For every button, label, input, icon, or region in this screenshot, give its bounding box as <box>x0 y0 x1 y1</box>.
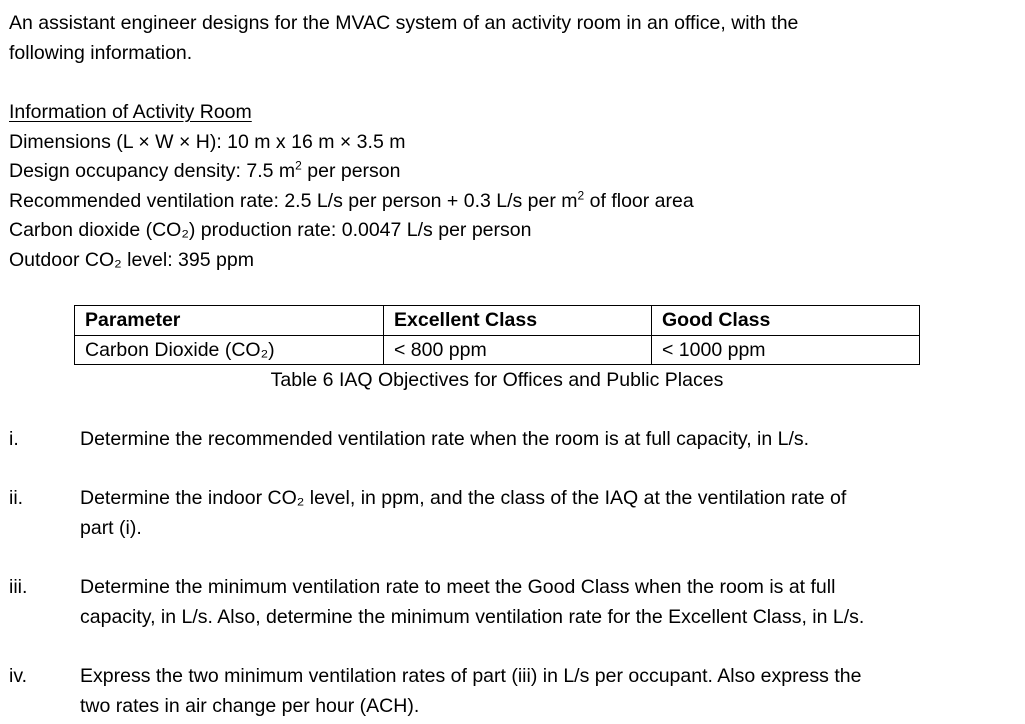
cell-good: < 1000 ppm <box>652 336 920 365</box>
question-text: Express the two minimum ventilation rates of part (iii) in L/s per occupant. Also express the two rates in air change per hour (ACH). <box>80 665 862 717</box>
header-excellent-class: Excellent Class <box>384 306 652 336</box>
table-header-row <box>75 306 920 336</box>
question-number: ii. <box>9 487 24 509</box>
info-occupancy: Design occupancy density: 7.5 $m^2$ per person <box>9 158 401 182</box>
question-number: i. <box>9 428 19 450</box>
iaq-objectives-table <box>74 305 920 365</box>
question-number: iii. <box>9 576 28 598</box>
table-caption: Table 6 IAQ Objectives for Offices and Public Places <box>270 369 724 391</box>
question-number: iv. <box>9 665 28 687</box>
intro-line-1: An assistant engineer designs for the MVAC system of an activity room in an office, with the <box>9 12 799 34</box>
intro-line-2: following information. <box>9 41 193 64</box>
room-information <box>9 98 694 275</box>
intro-paragraph <box>9 9 994 68</box>
info-outdoor-co2: Outdoor CO₂ level: 395 ppm <box>9 248 254 271</box>
question-text: Determine the recommended ventilation rate when the room is at full capacity, in L/s. <box>80 428 810 450</box>
info-co2-production: Carbon dioxide (CO₂) production rate: 0.0047 L/s per person <box>9 219 532 241</box>
table-row <box>75 336 920 365</box>
question-text: Determine the indoor CO₂ level, in ppm, and the class of the IAQ at the ventilation rate of part (i). <box>80 487 847 539</box>
cell-parameter: Carbon Dioxide (CO₂) <box>75 336 384 365</box>
header-good-class: Good Class <box>652 306 920 336</box>
cell-excellent: < 800 ppm <box>384 336 652 365</box>
question-text: Determine the minimum ventilation rate to meet the Good Class when the room is at full capacity, in L/s. Also, determine the minimum ventilation rate for the Excellent Class, in L/s. <box>80 576 865 628</box>
info-dimensions: Dimensions (L × W × H): 10 m x 16 m × 3.5 m <box>9 130 406 153</box>
info-ventilation: Recommended ventilation rate: 2.5 L/s per person + 0.3 L/s per $m^2$ of floor area <box>9 188 694 212</box>
info-heading: Information of Activity Room <box>9 101 252 123</box>
header-parameter: Parameter <box>75 306 384 336</box>
